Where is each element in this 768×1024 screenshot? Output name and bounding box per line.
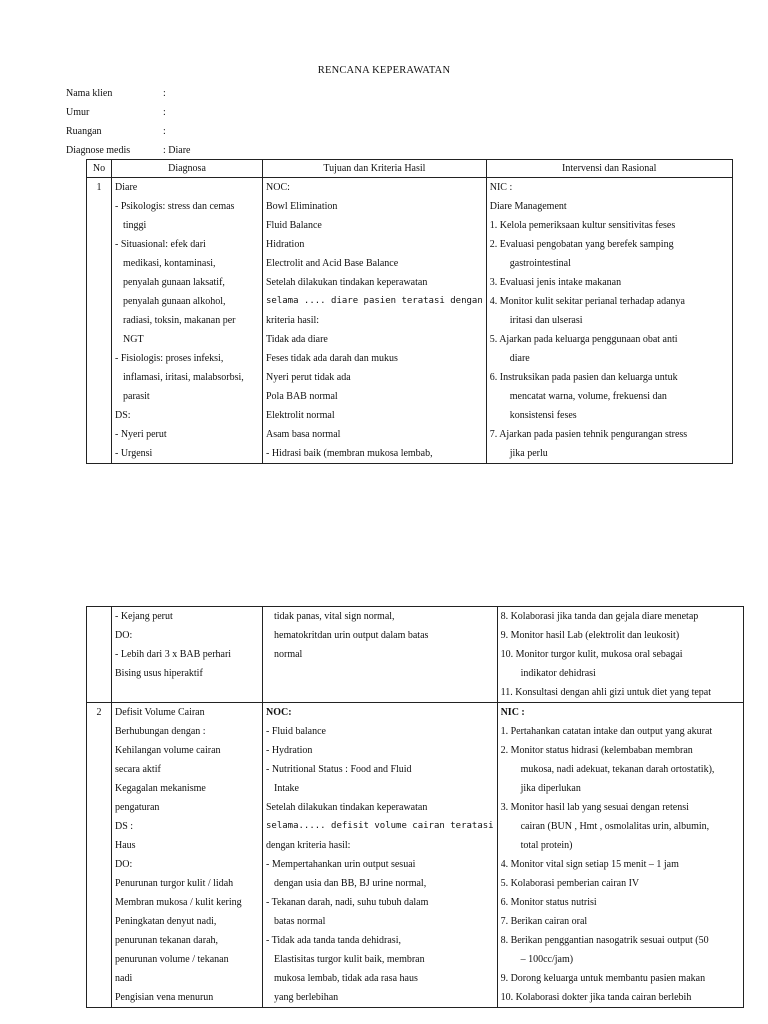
tujuan-line: selama .... diare pasien teratasi dengan — [266, 296, 483, 306]
diagnosa-line: penyalah gunaan laksatif, — [123, 277, 225, 288]
tujuan-line: hematokritdan urin output dalam batas — [274, 630, 429, 641]
tujuan-line: Tidak ada diare — [266, 334, 328, 345]
diagnosa-line: - Situasional: efek dari — [115, 239, 206, 250]
info-label: Diagnose medis — [66, 145, 131, 156]
tujuan-line: batas normal — [274, 916, 326, 927]
intervensi-line: total protein) — [520, 840, 573, 851]
diagnosa-line: - Psikologis: stress dan cemas — [115, 201, 235, 212]
diagnosa-line: DS : — [115, 821, 134, 832]
tujuan-line: Asam basa normal — [266, 429, 341, 440]
info-row-umur — [66, 103, 366, 122]
tujuan-line: mukosa lembab, tidak ada rasa haus — [274, 973, 418, 984]
tujuan-line: normal — [274, 649, 303, 660]
tujuan-cell — [263, 178, 487, 464]
tujuan-line: NOC: — [266, 182, 290, 193]
diagnosa-line: medikasi, kontaminasi, — [123, 258, 216, 269]
tujuan-line: Fluid Balance — [266, 220, 322, 231]
tujuan-line: Bowl Elimination — [266, 201, 338, 212]
tujuan-line: Electrolit and Acid Base Balance — [266, 258, 399, 269]
row-number — [87, 178, 112, 464]
intervensi-line: 10. Kolaborasi dokter jika tanda cairan berlebih — [500, 992, 692, 1003]
diagnosa-line: - Nyeri perut — [115, 429, 167, 440]
tujuan-line: selama..... defisit volume cairan teratasi — [266, 821, 494, 831]
diagnosa-line: Pengisian vena menurun — [115, 992, 214, 1003]
intervensi-line: Diare Management — [489, 201, 567, 212]
row-number-text: 2 — [96, 707, 102, 718]
diagnosa-line: penurunan tekanan darah, — [115, 935, 219, 946]
intervensi-line: 1. Kelola pemeriksaan kultur sensitivitas feses — [489, 220, 676, 231]
intervensi-line: 9. Dorong keluarga untuk membantu pasien makan — [500, 973, 706, 984]
intervensi-cell — [497, 703, 743, 1008]
info-label: Nama klien — [66, 88, 113, 99]
header-diagnosa: Diagnosa — [112, 160, 263, 178]
diagnosa-line: - Urgensi — [115, 448, 153, 459]
tujuan-line: Setelah dilakukan tindakan keperawatan — [266, 277, 428, 288]
table-row — [87, 178, 733, 464]
tujuan-line: NOC: — [266, 707, 292, 718]
tujuan-line: dengan kriteria hasil: — [266, 840, 351, 851]
diagnosa-cell — [112, 178, 263, 464]
intervensi-line: 7. Ajarkan pada pasien tehnik pengurangan stress — [489, 429, 688, 440]
intervensi-line: 9. Monitor hasil Lab (elektrolit dan leukosit) — [500, 630, 680, 641]
row-number — [87, 703, 112, 1008]
intervensi-line: jika perlu — [509, 448, 548, 459]
diagnosa-line: inflamasi, iritasi, malabsorbsi, — [123, 372, 244, 383]
intervensi-line: konsistensi feses — [509, 410, 577, 421]
diagnosa-line: penurunan volume / tekanan — [115, 954, 229, 965]
info-label: Umur — [66, 107, 90, 118]
intervensi-line: indikator dehidrasi — [520, 668, 596, 679]
tujuan-line: Feses tidak ada darah dan mukus — [266, 353, 398, 364]
table-row — [87, 703, 744, 1008]
info-value: : — [163, 107, 166, 118]
intervensi-line: 8. Kolaborasi jika tanda dan gejala diare menetap — [500, 611, 699, 622]
tujuan-line: - Tekanan darah, nadi, suhu tubuh dalam — [266, 897, 429, 908]
info-row-ruangan — [66, 122, 366, 141]
tujuan-line: kriteria hasil: — [266, 315, 320, 326]
diagnosa-line: Diare — [115, 182, 138, 193]
intervensi-line: diare — [509, 353, 530, 364]
diagnosa-line: parasit — [123, 391, 150, 402]
intervensi-line: jika diperlukan — [520, 783, 581, 794]
diagnosa-line: NGT — [123, 334, 144, 345]
tujuan-line: - Mempertahankan urin output sesuai — [266, 859, 416, 870]
info-value: : — [163, 88, 166, 99]
tujuan-cell — [263, 607, 498, 703]
diagnosa-line: - Lebih dari 3 x BAB perhari — [115, 649, 232, 660]
intervensi-line: gastrointestinal — [509, 258, 571, 269]
tujuan-line: dengan usia dan BB, BJ urine normal, — [274, 878, 427, 889]
diagnosa-line: DS: — [115, 410, 131, 421]
diagnosa-line: penyalah gunaan alkohol, — [123, 296, 226, 307]
intervensi-line: 2. Monitor status hidrasi (kelembaban membran — [500, 745, 693, 756]
intervensi-line: mukosa, nadi adekuat, tekanan darah ortostatik), — [520, 764, 715, 775]
tujuan-cell — [263, 703, 498, 1008]
intervensi-line: iritasi dan ulserasi — [509, 315, 583, 326]
info-row-diagnose — [66, 141, 366, 160]
intervensi-line: 10. Monitor turgor kulit, mukosa oral sebagai — [500, 649, 683, 660]
diagnosa-cell — [112, 607, 263, 703]
diagnosa-line: radiasi, toksin, makanan per — [123, 315, 236, 326]
intervensi-line: 8. Berikan penggantian nasogatrik sesuai output (50 — [500, 935, 709, 946]
diagnosa-line: Peningkatan denyut nadi, — [115, 916, 217, 927]
diagnosa-line: DO: — [115, 859, 133, 870]
diagnosa-line: Haus — [115, 840, 136, 851]
diagnosa-line: Defisit Volume Cairan — [115, 707, 205, 718]
intervensi-line: 3. Monitor hasil lab yang sesuai dengan retensi — [500, 802, 689, 813]
care-plan-table-2 — [86, 606, 744, 1008]
page-title: RENCANA KEPERAWATAN — [317, 65, 451, 76]
intervensi-line: – 100cc/jam) — [520, 954, 574, 965]
intervensi-line: 2. Evaluasi pengobatan yang berefek samping — [489, 239, 674, 250]
header-no: No — [87, 160, 112, 178]
diagnosa-cell — [112, 703, 263, 1008]
diagnosa-line: Kehilangan volume cairan — [115, 745, 221, 756]
intervensi-line: 6. Instruksikan pada pasien dan keluarga untuk — [489, 372, 678, 383]
diagnosa-line: Berhubungan dengan : — [115, 726, 206, 737]
diagnosa-line: Membran mukosa / kulit kering — [115, 897, 242, 908]
tujuan-line: - Fluid balance — [266, 726, 326, 737]
intervensi-cell — [497, 607, 743, 703]
diagnosa-line: DO: — [115, 630, 133, 641]
diagnosa-line: - Kejang perut — [115, 611, 173, 622]
row-number-text: 1 — [96, 182, 102, 193]
tujuan-line: - Nutritional Status : Food and Fluid — [266, 764, 412, 775]
intervensi-line: 5. Kolaborasi pemberian cairan IV — [500, 878, 640, 889]
table-header-row — [87, 160, 733, 178]
intervensi-line: 3. Evaluasi jenis intake makanan — [489, 277, 622, 288]
intervensi-line: 6. Monitor status nutrisi — [500, 897, 597, 908]
intervensi-line: NIC : — [500, 707, 525, 718]
intervensi-line: cairan (BUN , Hmt , osmolalitas urin, albumin, — [520, 821, 710, 832]
tujuan-line: Setelah dilakukan tindakan keperawatan — [266, 802, 428, 813]
tujuan-line: Elektrolit normal — [266, 410, 335, 421]
tujuan-line: - Hidrasi baik (membran mukosa lembab, — [266, 448, 433, 459]
intervensi-line: mencatat warna, volume, frekuensi dan — [509, 391, 667, 402]
intervensi-cell — [486, 178, 732, 464]
tujuan-line: tidak panas, vital sign normal, — [274, 611, 395, 622]
tujuan-line: Intake — [274, 783, 299, 794]
diagnosa-line: pengaturan — [115, 802, 160, 813]
info-value: : Diare — [163, 145, 191, 156]
tujuan-line: Pola BAB normal — [266, 391, 338, 402]
intervensi-line: 7. Berikan cairan oral — [500, 916, 588, 927]
diagnosa-line: Bising usus hiperaktif — [115, 668, 203, 679]
intervensi-line: NIC : — [489, 182, 513, 193]
header-intervensi: Intervensi dan Rasional — [486, 160, 732, 178]
header-tujuan: Tujuan dan Kriteria Hasil — [263, 160, 487, 178]
diagnosa-line: Penurunan turgor kulit / lidah — [115, 878, 234, 889]
diagnosa-line: - Fisiologis: proses infeksi, — [115, 353, 224, 364]
row-number — [87, 607, 112, 703]
tujuan-line: - Hydration — [266, 745, 313, 756]
intervensi-line: 4. Monitor kulit sekitar perianal terhadap adanya — [489, 296, 685, 307]
intervensi-line: 1. Pertahankan catatan intake dan output yang akurat — [500, 726, 713, 737]
tujuan-line: Nyeri perut tidak ada — [266, 372, 351, 383]
table-row — [87, 607, 744, 703]
diagnosa-line: Kegagalan mekanisme — [115, 783, 206, 794]
diagnosa-line: secara aktif — [115, 764, 161, 775]
diagnosa-line: tinggi — [123, 220, 147, 231]
intervensi-line: 11. Konsultasi dengan ahli gizi untuk diet yang tepat — [500, 687, 711, 698]
info-value: : — [163, 126, 166, 137]
info-row-nama — [66, 84, 366, 103]
tujuan-line: - Tidak ada tanda tanda dehidrasi, — [266, 935, 401, 946]
tujuan-line: Elastisitas turgor kulit baik, membran — [274, 954, 425, 965]
tujuan-line: Hidration — [266, 239, 305, 250]
intervensi-line: 5. Ajarkan pada keluarga penggunaan obat anti — [489, 334, 678, 345]
patient-info — [66, 84, 366, 160]
intervensi-line: 4. Monitor vital sign setiap 15 menit – 1 jam — [500, 859, 679, 870]
care-plan-table-1 — [86, 159, 733, 464]
diagnosa-line: nadi — [115, 973, 133, 984]
info-label: Ruangan — [66, 126, 102, 137]
tujuan-line: yang berlebihan — [274, 992, 339, 1003]
